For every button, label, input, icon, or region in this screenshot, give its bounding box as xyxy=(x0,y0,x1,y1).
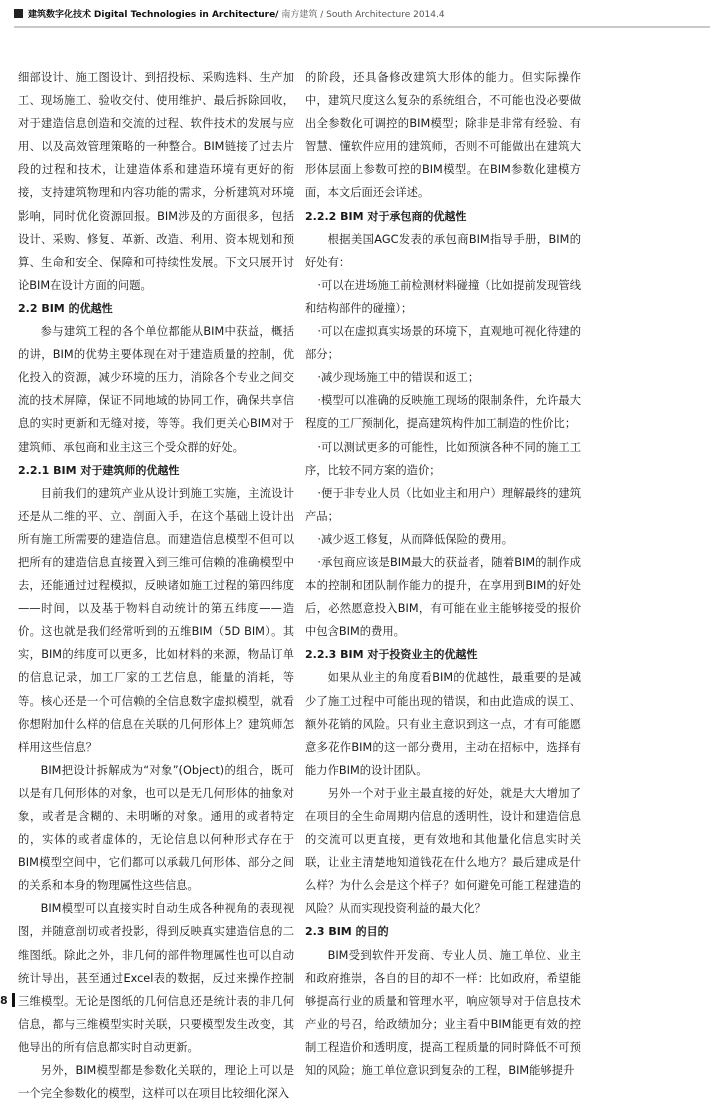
heading-2-2-2: 2.2.2 BIM 对于承包商的优越性 xyxy=(305,209,467,223)
running-header xyxy=(14,6,710,28)
header-journal-cn: 建筑数字化技术 xyxy=(28,10,92,20)
bullet-item: ·可以测试更多的可能性，比如预演各种不同的施工工序，比较不同方案的造价； xyxy=(305,440,581,477)
paragraph-2-2-3a: 如果从业主的角度看BIM的优越性，最重要的是减少了施工过程中可能出现的错误，和由此造成的误工、额外花销的风险。只有业主意识到这一点，才有可能愿意多花作BIM的这一部分费用，主动在招标中，选择有能力作BIM的设计团队。 xyxy=(305,671,581,777)
header-journal-en: Digital Technologies in Architecture/ xyxy=(93,10,279,20)
page-number-bar xyxy=(12,993,15,1007)
paragraph-2-3: BIM受到软件开发商、专业人员、施工单位、业主和政府推崇，各自的目的却不一样：比如政府，希望能够提高行业的质量和管理水平，响应领导对于信息技术产业的号召，给政绩加分；业主看中BIM能更有效的控制工程造价和透明度，提高工程质量的同时降低不可预知的风险；施工单位意识到复杂的工程，BIM能够提升 xyxy=(305,948,581,1078)
bullet-item: ·模型可以准确的反映施工现场的限制条件，允许最大程度的工厂预制化，提高建筑构件加工制造的性价比； xyxy=(305,394,581,431)
page-number: 8 xyxy=(0,994,8,1007)
header-issue: 2014.4 xyxy=(413,10,445,20)
bullet-item: ·可以在虚拟真实场景的环境下，直观地可视化待建的部分； xyxy=(305,325,581,362)
paragraph-2-2-1a: 目前我们的建筑产业从设计到施工实施，主流设计还是从二维的平、立、剖面入手，在这个基础上设计出所有施工所需要的建造信息。而建造信息模型不但可以把所有的建造信息直接置入到三维可信赖的准确模型中去，还能通过过程模拟，反映诸如施工过程的第四纬度——时间，以及基于物料自动统计的第五纬度——造价。这也就是我们经常听到的五维BIM（5D BIM）。其实，BIM的纬度可以更多，比如材料的来源，物品订单的信息记录，加工厂家的工艺信息，能量的消耗，等等。核心还是一个可信赖的全信息数字虚拟模型，就看你想附加什么样的信息在关联的几何形体上？建筑师怎样用这些信息？ xyxy=(18,486,294,754)
paragraph-2-2-1b: BIM把设计拆解成为“对象”(Object)的组合，既可以是有几何形体的对象，也可以是无几何形体的抽象对象，或者是含糊的、未明晰的对象。通用的或者特定的，实体的或者虚体的，无论信息以何种形式存在于BIM模型空间中，它们都可以承载几何形体、部分之间的关系和本身的物理属性这些信息。 xyxy=(18,763,294,893)
header-square-mark xyxy=(14,9,23,18)
paragraph-2-2: 参与建筑工程的各个单位都能从BIM中获益，概括的讲，BIM的优势主要体现在对于建造质量的控制，优化投入的资源，减少环境的压力，消除各个专业之间交流的技术屏障，保证不同地域的协同工作，确保共享信息的实时更新和无缝对接，等等。我们更关心BIM对于建筑师、承包商和业主这三个受众群的好处。 xyxy=(18,325,294,454)
right-column xyxy=(305,66,581,1082)
paragraph-continued: 的阶段，还具备修改建筑大形体的能力。但实际操作中，建筑尺度这么复杂的系统组合，不可能也没必要做出全参数化可调控的BIM模型；除非是非常有经验、有智慧、懂软件应用的建筑师，否则不可能做出在建筑大形体层面上参数可控的BIM模型。在BIM参数化建模方面，本文后面还会详述。 xyxy=(305,71,581,200)
bullet-item: ·减少现场施工中的错误和返工； xyxy=(317,371,480,385)
bullet-item: ·便于非专业人员（比如业主和用户）理解最终的建筑产品； xyxy=(305,486,581,523)
paragraph-2-2-1c: BIM模型可以直接实时自动生成各种视角的表现视图，并随意剖切或者投影，得到反映真实建造信息的二维图纸。除此之外，非几何的部件物理属性也可以自动统计导出，甚至通过Excel表的数据，反过来操作控制三维模型。无论是图纸的几何信息还是统计表的非几何信息，都与三维模型实时关联，只要模型发生改变，其他导出的所有信息都实时自动更新。 xyxy=(18,902,294,1054)
header-magazine: 南方建筑 / South Architecture xyxy=(281,10,411,20)
heading-2-2: 2.2 BIM 的优越性 xyxy=(18,301,113,315)
paragraph-2-2-3b: 另外一个对于业主最直接的好处，就是大大增加了在项目的全生命周期内信息的透明性，设计和建造信息的交流可以更直接，更有效地和其他量化信息实时关联，让业主清楚地知道钱花在什么地方？最后建成是什么样？为什么会是这个样子？如何避免可能工程建造的风险？从而实现投资利益的最大化？ xyxy=(305,786,581,916)
left-column xyxy=(18,66,294,1105)
heading-2-3: 2.3 BIM 的目的 xyxy=(305,925,389,939)
bullet-item: ·可以在进场施工前检测材料碰撞（比如提前发现管线和结构部件的碰撞）； xyxy=(305,278,581,315)
heading-2-2-1: 2.2.1 BIM 对于建筑师的优越性 xyxy=(18,463,180,477)
paragraph-2-2-1d: 另外，BIM模型都是参数化关联的，理论上可以是一个完全参数化的模型，这样可以在项目比较细化深入 xyxy=(18,1064,294,1101)
heading-2-2-3: 2.2.3 BIM 对于投资业主的优越性 xyxy=(305,648,478,662)
bullet-item: ·减少返工修复，从而降低保险的费用。 xyxy=(317,532,514,546)
header-text xyxy=(28,7,445,20)
bullet-item: ·承包商应该是BIM最大的获益者，随着BIM的制作成本的控制和团队制作能力的提升，在享用到BIM的好处后，必然愿意投入BIM，有可能在业主能够接受的报价中包含BIM的费用。 xyxy=(305,555,581,639)
paragraph-2-2-2: 根据美国AGC发表的承包商BIM指导手册，BIM的好处有： xyxy=(305,232,581,269)
paragraph-intro: 细部设计、施工图设计、到招投标、采购选料、生产加工、现场施工、验收交付、使用维护、最后拆除回收，对于建造信息创造和交流的过程、软件技术的发展与应用、以及高效管理策略的一种整合。BIM链接了过去片段的过程和技术，让建造体系和建造环境有更好的衔接，支持建筑物理和内容功能的需求，分析建筑对环境影响，同时优化资源回报。BIM涉及的方面很多，包括设计、采购、修复、革新、改造、利用、资本规划和预算、生命和安全、保障和可持续性发展。下文只展开讨论BIM在设计方面的问题。 xyxy=(18,71,294,292)
